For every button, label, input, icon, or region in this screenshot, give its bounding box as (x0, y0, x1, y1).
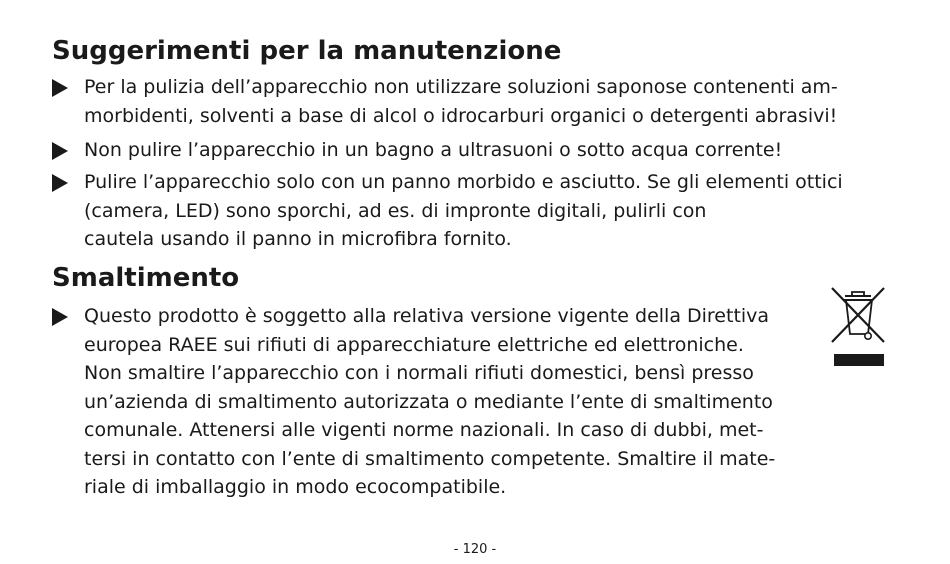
disposal-item-1 (52, 302, 775, 502)
maintenance-item-2 (52, 136, 782, 165)
maintenance-item-3 (52, 168, 843, 254)
maintenance-item-2-text: Non pulire l’apparecchio in un bagno a ultrasuoni o sotto acqua corrente! (84, 139, 783, 161)
bullet-arrow-icon (52, 174, 68, 192)
bullet-arrow-icon (52, 308, 68, 326)
bullet-arrow-icon (52, 79, 68, 97)
maintenance-item-1-text: Per la pulizia dell’apparecchio non utilizzare soluzioni saponose contenenti am- morbidenti, solventi a base di alcol o idrocarburi organici o detergenti abrasivi! (84, 76, 838, 127)
page-number: - 120 - (453, 542, 497, 557)
disposal-item-1-text: Questo prodotto è soggetto alla relativa versione vigente della Direttiva europea RAEE sui rifiuti di apparecchiature elettriche ed elettroniche. Non smaltire l’apparecchio con i normali rifiuti domestici, bensì presso un’azienda di smaltimento autorizzata o mediante l’ente di smaltimento comunale. Attenersi alle vigenti norme nazionali. In caso di dubbi, met- tersi in contatto con l’ente di smaltimento competente. Smaltire il mate- riale di imballaggio in modo ecocompatibile. (84, 305, 776, 498)
disposal-heading: Smaltimento (52, 263, 240, 293)
bullet-arrow-icon (52, 142, 68, 160)
maintenance-item-1 (52, 73, 838, 130)
crossed-out-wheelie-bin-icon (828, 284, 888, 368)
maintenance-item-3-text: Pulire l’apparecchio solo con un panno morbido e asciutto. Se gli elementi ottici (camera, LED) sono sporchi, ad es. di impronte digitali, pulirli con cautela usando il panno in microfibra fornito. (84, 171, 843, 250)
maintenance-heading: Suggerimenti per la manutenzione (52, 36, 562, 66)
